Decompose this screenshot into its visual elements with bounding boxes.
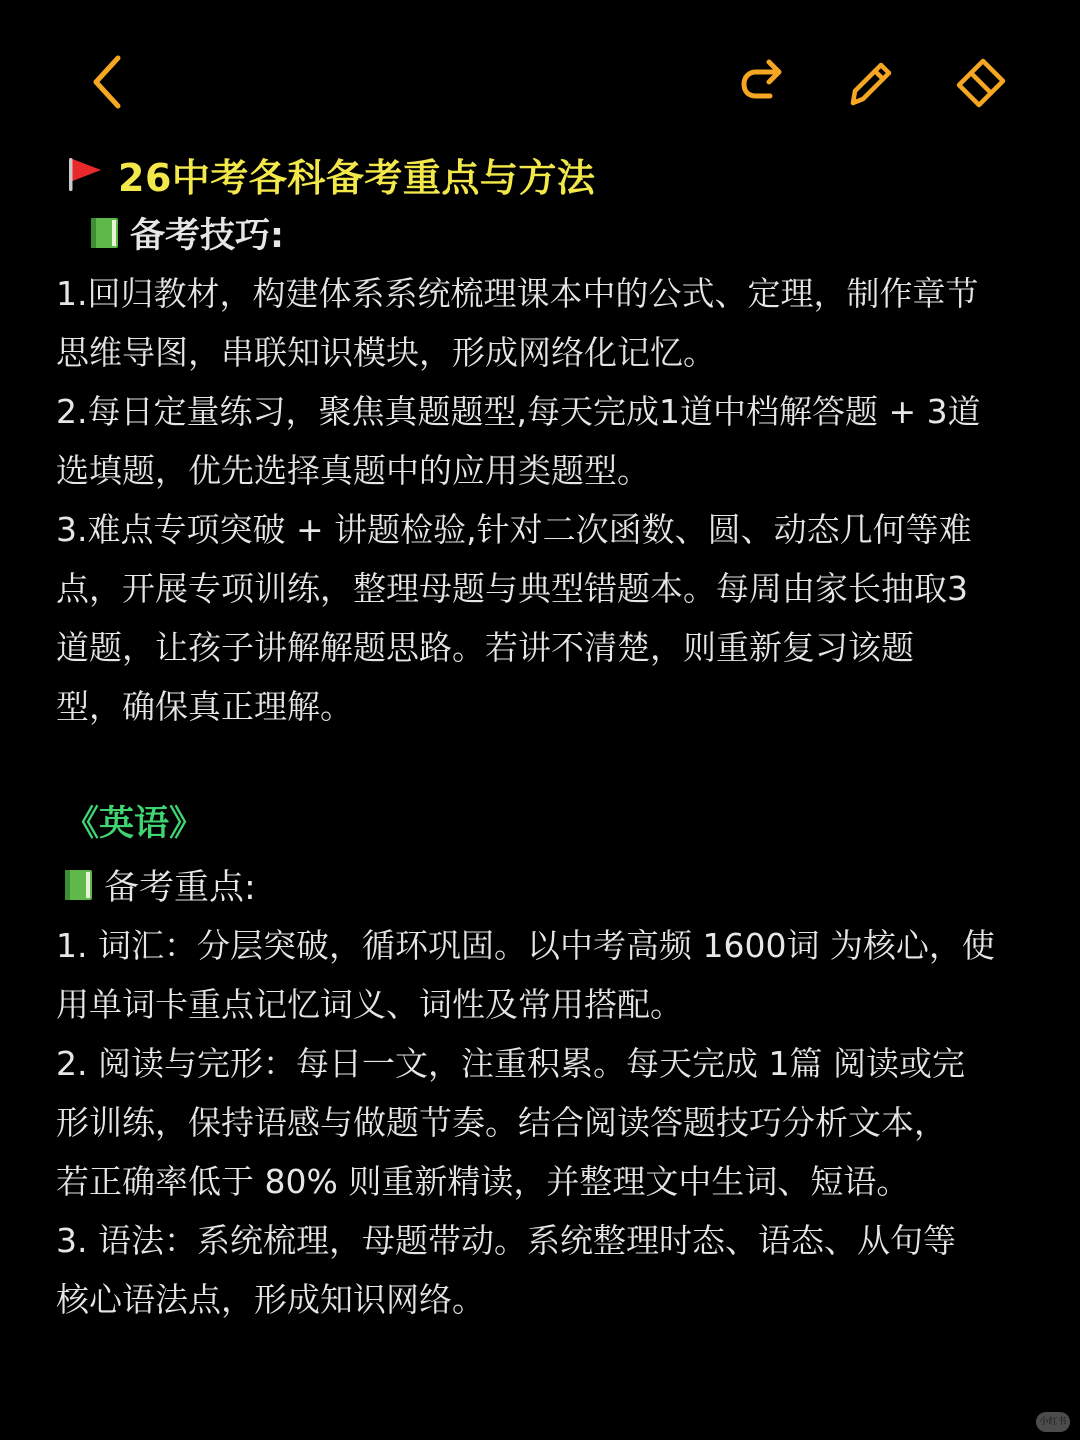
- pen-button[interactable]: [838, 50, 902, 114]
- eraser-icon: [951, 53, 1009, 111]
- back-button[interactable]: [76, 50, 140, 114]
- english-focus-heading-row: [62, 854, 1036, 916]
- math-item-3: 3.难点专项突破 + 讲题检验,针对二次函数、圆、动态几何等难 点，开展专项训练，整理母题与典型错题本。每周由家长抽取3 道题，让孩子讲解解题思路。若讲不清楚，则重新复习该题 型，确保真正理解。: [56, 510, 972, 726]
- english-item-1: 1. 词汇：分层突破，循环巩固。以中考高频 1600词 为核心，使 用单词卡重点记忆词义、词性及常用搭配。: [56, 926, 995, 1024]
- math-tips-heading: 备考技巧:: [130, 216, 284, 256]
- note-title: 26中考各科备考重点与方法: [118, 155, 596, 200]
- watermark-logo: 小红书: [1036, 1412, 1070, 1432]
- green-book-icon: [88, 215, 122, 251]
- math-item-1: 1.回归教材，构建体系系统梳理课本中的公式、定理，制作章节 思维导图，串联知识模块，形成网络化记忆。: [56, 274, 979, 372]
- note-content[interactable]: [56, 146, 1036, 1329]
- math-item-2: 2.每日定量练习，聚焦真题题型,每天完成1道中档解答题 + 3道 选填题，优先选择真题中的应用类题型。: [56, 392, 981, 490]
- green-book-icon: [62, 867, 96, 903]
- redo-icon: [734, 54, 790, 110]
- note-title-row: [64, 146, 1036, 202]
- english-item-2: 2. 阅读与完形：每日一文，注重积累。每天完成 1篇 阅读或完 形训练，保持语感与做题节奏。结合阅读答题技巧分析文本， 若正确率低于 80% 则重新精读，并整理文中生词、短语。: [56, 1044, 965, 1201]
- pencil-icon: [841, 53, 899, 111]
- math-tips-heading-row: [88, 202, 1036, 264]
- toolbar: [0, 0, 1080, 160]
- english-focus-heading: 备考重点:: [104, 868, 256, 908]
- english-section-title: 《英语》: [64, 804, 205, 844]
- eraser-button[interactable]: [948, 50, 1012, 114]
- chevron-left-icon: [86, 52, 130, 112]
- redo-button[interactable]: [730, 50, 794, 114]
- red-flag-icon: [64, 154, 104, 194]
- english-item-3: 3. 语法：系统梳理，母题带动。系统整理时态、语态、从句等 核心语法点，形成知识网络。: [56, 1221, 956, 1319]
- section-spacer: [56, 736, 1036, 794]
